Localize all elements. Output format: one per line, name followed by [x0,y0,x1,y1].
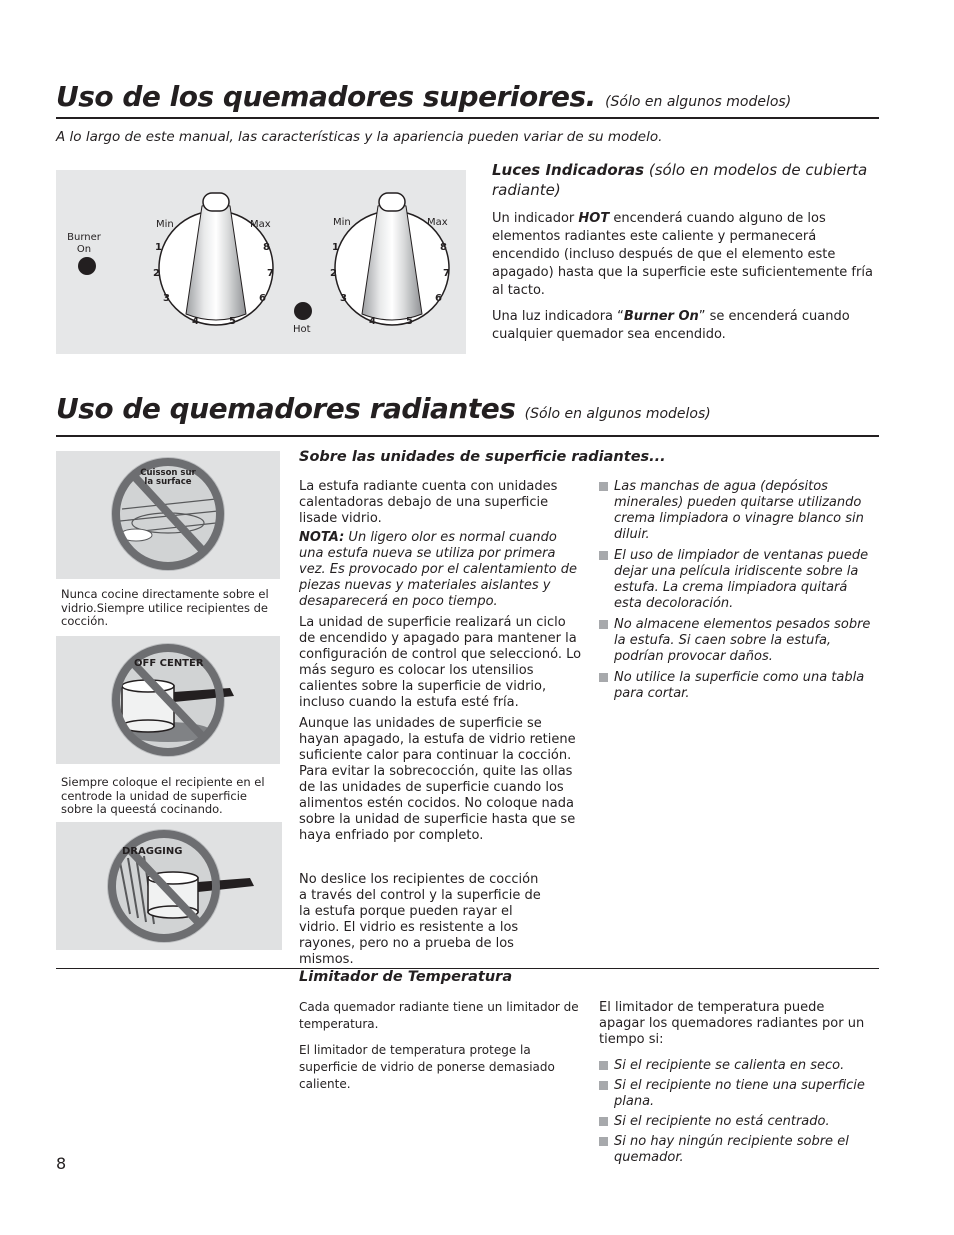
knob2-n5: 5 [406,316,413,327]
knob1-n6: 6 [259,293,266,304]
knob1-n5: 5 [229,316,236,327]
knob2-n6: 6 [435,293,442,304]
radiantes-p4-block [299,872,549,968]
radiantes-column-1 [299,479,582,844]
page-number: 8 [56,1154,67,1173]
knob2-n8: 8 [440,242,447,253]
burner-on-label: Burner On [67,232,101,255]
radiantes-p2: La unidad de superficie realizará un ciclo de encendido y apagado para mantener la configuración de control que seleccionó. Lo más seguro es colocar los utensilios calientes sobre la superficie de vidrio, incluso cuando la estufa esté fría. [299,615,582,710]
knob-right [335,193,449,325]
knob2-n2: 2 [330,268,337,279]
knob1-n3: 3 [163,293,170,304]
limitador-bullet-3: Si el recipiente no está centrado. [599,1114,874,1130]
radiantes-bullets [599,479,874,702]
knob2-min: Min [333,217,351,228]
radiantes-heading: Sobre las unidades de superficie radiantes... [299,449,666,465]
radiantes-p4: No deslice los recipientes de cocción a través del control y la superficie de la estufa porque pueden rayar el vidrio. El vidrio es resistente a los rayones, pero no a prueba de los mismos. [299,872,541,967]
hot-light [294,302,312,320]
control-panel-illustration [56,170,466,354]
section1-intro: A lo largo de este manual, las características y la apariencia pueden variar de su modelo. [56,129,663,145]
radiantes-p1: La estufa radiante cuenta con unidades calentadoras debajo de una superficie lisade vidrio. [299,479,558,526]
section1-title [56,80,791,113]
radiantes-p3: Aunque las unidades de superficie se hayan apagado, la estufa de vidrio retiene suficiente calor para continuar la cocción. Para evitar la sobrecocción, quite las ollas de las unidades de superficie cuando los alimentos estén cocidos. No coloque nada sobre la unidad de superficie hasta que se haya enfriado por completo. [299,716,576,843]
control-panel-svg [56,170,466,354]
off-center-illustration [56,636,280,764]
luces-p1: Un indicador HOT encenderá cuando alguno de los elementos radiantes este caliente y permanecerá encendido (incluso después de que el elemento este apagado) hasta que la superficie este suficientemente fría al tacto. [492,211,873,298]
knob1-n7: 7 [267,268,274,279]
knob1-max: Max [250,219,271,230]
section1-title-text: Uso de los quemadores superiores. [56,80,596,113]
img2-caption: Siempre coloque el recipiente en el centrode la unidad de superficie sobre la queestá cocinando. [61,775,265,816]
knob2-n1: 1 [332,242,339,253]
knob1-n2: 2 [153,268,160,279]
limitador-column-1 [299,999,579,1093]
image-off-center [56,636,280,764]
knob1-n8: 8 [263,242,270,253]
luces-heading: Luces Indicadoras (sólo en modelos de cubierta radiante) [492,161,868,199]
dragging-illustration [56,822,282,950]
section2-title-text: Uso de quemadores radiantes [56,392,516,425]
img3-label: DRAGGING [122,846,183,857]
img1-label: Cuisson sur la surface [140,468,196,487]
section1-subtitle: (Sólo en algunos modelos) [605,94,792,110]
luces-p2: Una luz indicadora “Burner On” se encenderá cuando cualquier quemador sea encendido. [492,309,850,342]
limitador-bullet-1: Si el recipiente se calienta en seco. [599,1058,874,1074]
luces-block [492,160,877,344]
limitador-p1: Cada quemador radiante tiene un limitador de temperatura. [299,1000,579,1031]
hot-label: Hot [293,324,311,335]
radiantes-bullet-1: Las manchas de agua (depósitos minerales) pueden quitarse utilizando crema limpiadora o vinagre blanco sin diluir. [599,479,874,543]
image-dragging [56,822,282,950]
radiantes-nota: NOTA: Un ligero olor es normal cuando una estufa nueva se utiliza por primera vez. Es provocado por el calentamiento de piezas nuevas y materiales aislantes y desaparecerá en poco tiempo. [299,530,577,609]
limitador-p3: El limitador de temperatura puede apagar los quemadores radiantes por un tiempo si: [599,1000,865,1047]
knob2-n4: 4 [369,316,376,327]
knob2-n7: 7 [443,268,450,279]
radiantes-bullet-2: El uso de limpiador de ventanas puede dejar una película iridiscente sobre la estufa. La crema limpiadora quitará esta decoloración. [599,548,874,612]
knob1-n4: 4 [192,316,199,327]
knob1-n1: 1 [155,242,162,253]
knob2-n3: 3 [340,293,347,304]
limitador-column-2 [599,1000,874,1166]
limitador-bullet-2: Si el recipiente no tiene una superficie plana. [599,1078,874,1110]
section2-rule [56,435,879,437]
img2-label: OFF CENTER [134,658,204,669]
knob1-min: Min [156,219,174,230]
section1-rule [56,117,879,119]
section2-subtitle: (Sólo en algunos modelos) [524,406,711,422]
radiantes-bullet-4: No utilice la superficie como una tabla para cortar. [599,670,874,702]
knob-left [159,193,273,325]
knob2-max: Max [427,217,448,228]
limitador-p2: El limitador de temperatura protege la superficie de vidrio de ponerse demasiado caliente. [299,1043,555,1091]
limitador-heading: Limitador de Temperatura [299,969,513,985]
section2-title [56,392,711,425]
radiantes-bullet-3: No almacene elementos pesados sobre la estufa. Si caen sobre la estufa, podrían provocar daños. [599,617,874,665]
burner-on-light [78,257,96,275]
image-cuisson-sur-la-surface [56,451,280,579]
limitador-bullet-4: Si no hay ningún recipiente sobre el quemador. [599,1134,874,1166]
img1-caption: Nunca cocine directamente sobre el vidrio.Siempre utilice recipientes de cocción. [61,587,269,628]
